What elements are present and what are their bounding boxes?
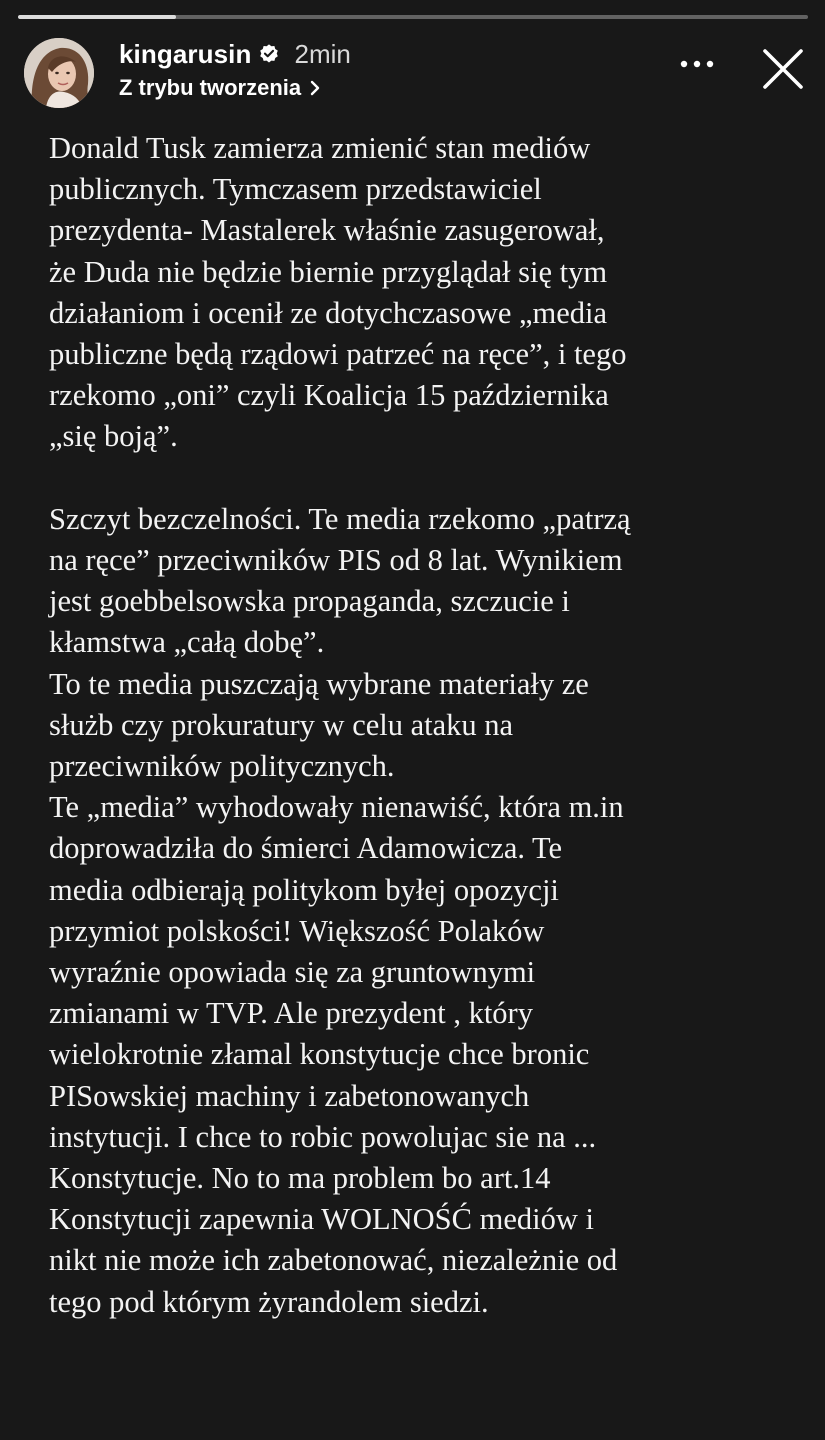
story-line: nikt nie może ich zabetonować, niezależnie od (49, 1243, 618, 1278)
story-line: media odbierają politykom byłej opozycji (49, 872, 559, 907)
username[interactable]: kingarusin (119, 38, 252, 69)
profile-photo-icon (24, 38, 94, 108)
story-line: „się boją”. (49, 419, 178, 454)
source-link[interactable] (119, 74, 321, 102)
story-line: publicznych. Tymczasem przedstawiciel (49, 172, 542, 207)
story-line: doprowadziła do śmierci Adamowicza. Te (49, 831, 563, 866)
story-line: tego pod którym żyrandolem siedzi. (49, 1284, 489, 1319)
story-progress-fill (18, 15, 176, 19)
story-line: publiczne będą rządowi patrzeć na ręce”, i tego (49, 337, 627, 372)
story-line: instytucji. I chce to robic powolujac sie na ... (49, 1119, 597, 1154)
story-line: prezydenta- Mastalerek właśnie zasugerował, (49, 213, 605, 248)
story-line: Konstytucji zapewnia WOLNOŚĆ mediów i (49, 1202, 594, 1237)
story-line: na ręce” przeciwników PIS od 8 lat. Wynikiem (49, 543, 623, 578)
story-line: Donald Tusk zamierza zmienić stan mediów (49, 131, 591, 165)
username-row (119, 38, 351, 70)
story-line: przymiot polskości! Większość Polaków (49, 913, 545, 948)
story-paragraph-1 (49, 128, 794, 458)
story-line: rzekomo „oni” czyli Koalicja 15 października (49, 378, 609, 413)
paragraph-spacer (49, 458, 794, 499)
avatar[interactable] (24, 38, 94, 108)
more-horizontal-icon[interactable] (679, 54, 715, 74)
story-line: PISowskiej machiny i zabetonowanych (49, 1078, 530, 1113)
verified-badge-icon (258, 43, 280, 65)
story-paragraph-2 (49, 499, 794, 1323)
story-line: Konstytucje. No to ma problem bo art.14 (49, 1161, 551, 1196)
story-line: kłamstwa „całą dobę”. (49, 625, 325, 660)
story-line: jest goebbelsowska propaganda, szczucie i (49, 584, 570, 619)
story-progress-bar (18, 15, 808, 19)
story-text (49, 128, 794, 1323)
source-label[interactable]: Z trybu tworzenia (119, 75, 302, 100)
story-line: Te „media” wyhodowały nienawiść, która m.in (49, 790, 624, 825)
chevron-right-icon (309, 79, 321, 97)
story-line: że Duda nie będzie biernie przyglądał się tym (49, 254, 608, 289)
story-line: przeciwników politycznych. (49, 749, 395, 784)
story-line: To te media puszczają wybrane materiały ze (49, 666, 589, 701)
story-line: służb czy prokuratury w celu ataku na (49, 707, 514, 742)
story-line: działaniom i ocenił ze dotychczasowe „media (49, 295, 608, 330)
story-line: wielokrotnie złamal konstytucje chce bronic (49, 1037, 590, 1072)
story-line: Szczyt bezczelności. Te media rzekomo „patrzą (49, 501, 631, 536)
timestamp: 2min (294, 38, 351, 69)
story-header (24, 36, 809, 108)
story-line: wyraźnie opowiada się za gruntownymi (49, 955, 536, 990)
story-line: zmianami w TVP. Ale prezydent , który (49, 996, 533, 1031)
close-icon[interactable] (761, 47, 805, 91)
